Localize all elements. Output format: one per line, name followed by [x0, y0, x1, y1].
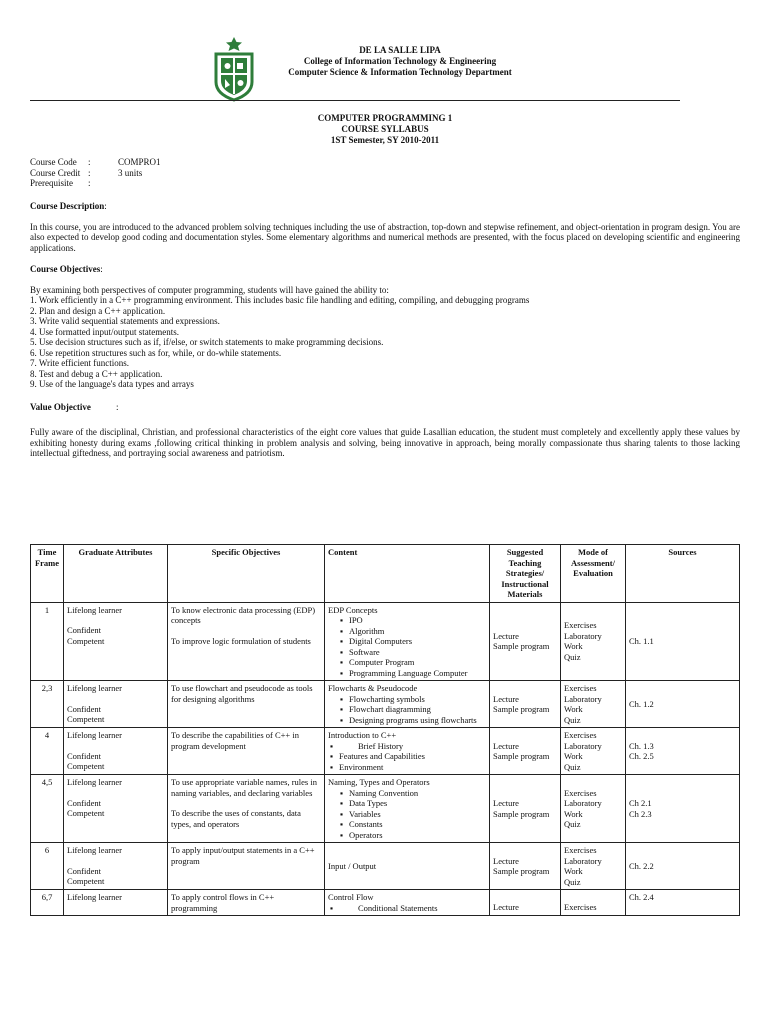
course-info-row: Course Credit : 3 units — [30, 167, 143, 178]
strategies-cell: Lecture Sample program — [490, 681, 561, 728]
strategies-cell: Lecture Sample program — [490, 728, 561, 775]
syllabus-label: COURSE SYLLABUS — [341, 124, 429, 134]
list-item: ▪ Environment — [330, 762, 486, 773]
strategies-cell: Lecture Sample program — [490, 775, 561, 843]
sources-cell: Ch. 2.4 — [626, 890, 740, 916]
strategies-cell: Lecture Sample program — [490, 843, 561, 890]
table-header-row — [31, 545, 740, 603]
attributes-cell: Lifelong learner Confident Competent — [64, 602, 168, 681]
assessment-cell: Exercises — [561, 890, 626, 916]
list-item: ▪ Flowchart diagramming — [340, 704, 486, 715]
objectives-list — [30, 295, 740, 390]
list-item: ▪ Operators — [340, 830, 486, 841]
course-info-row: Course Code : COMPRO1 — [30, 157, 161, 167]
list-item: ▪ Conditional Statements — [330, 903, 486, 914]
value-objective-colon: : — [116, 402, 119, 412]
list-item: ▪ Data Types — [340, 798, 486, 809]
objectives-cell: To use flowchart and pseudocode as tools for designing algorithms — [168, 681, 325, 728]
table-row — [31, 775, 740, 843]
time-frame-cell: 2,3 — [31, 681, 64, 728]
sources-cell: Ch. 1.2 — [626, 681, 740, 728]
list-item: ▪ Computer Program — [340, 657, 486, 668]
value-objective-text: Fully aware of the disciplinal, Christian, and professional characteristics of the eight core values that guide Lasallian education, the student must completely and excellently apply these values by exhibiting honesty during exams ,following critical thinking in problem analysis and solving, being innovative in approach, being morally compassionate thus sharing talents to those lacking intellectual giftedness, and portraying social awareness and patriotism. — [30, 427, 740, 458]
table-row — [31, 602, 740, 681]
objective-item: 5. Use decision structures such as if, if/else, or switch statements to make programming decisions. — [30, 337, 384, 347]
department-name: Computer Science & Information Technology Department — [288, 67, 512, 77]
value-objective-heading: Value Objective — [30, 402, 91, 412]
content-cell: Flowcharts & Pseudocode ▪ Flowcharting symbols ▪ Flowchart diagramming ▪ Designing programs using flowcharts — [325, 681, 490, 728]
column-header: Mode of Assessment/ Evaluation — [561, 545, 626, 603]
content-list — [328, 741, 486, 752]
sources-cell: Ch 2.1 Ch 2.3 — [626, 775, 740, 843]
column-header: Content — [325, 545, 490, 603]
objective-item: 1. Work efficiently in a C++ programming environment. This includes basic file handling and editing, compiling, and debugging programs — [30, 295, 530, 305]
column-header: Time Frame — [31, 545, 64, 603]
list-item: ▪ Software — [340, 647, 486, 658]
column-header: Suggested Teaching Strategies/ Instructional Materials — [490, 545, 561, 603]
column-header: Sources — [626, 545, 740, 603]
description-text: In this course, you are introduced to the advanced problem solving techniques including the use of abstraction, top-down and stepwise refinement, and object-orientation in program design. You are also expected to develop good coding and documentation styles. Some elementary algorithms and numerical methods are presented, with the focus placed on developing scientific and engineering applications. — [30, 221, 740, 253]
school-seal-icon — [212, 36, 256, 102]
objective-item: 8. Test and debug a C++ application. — [30, 368, 163, 379]
table-row — [31, 843, 740, 890]
content-cell: Control Flow ▪ Conditional Statements — [325, 890, 490, 916]
list-item: ▪ Variables — [340, 809, 486, 820]
time-frame-cell: 4,5 — [31, 775, 64, 843]
syllabus-table — [30, 544, 740, 916]
time-frame-cell: 1 — [31, 602, 64, 681]
course-info-value: 3 units — [118, 167, 143, 178]
list-item: ▪ Flowcharting symbols — [340, 694, 486, 705]
assessment-cell: Exercises Laboratory Work Quiz — [561, 681, 626, 728]
sources-cell: Ch. 2.2 — [626, 843, 740, 890]
table-row — [31, 890, 740, 916]
course-objectives: Course Objectives: By examining both perspectives of computer programming, students will have gained the ability to: 1. Work efficiently in a C++ programming environment. This includes basic file handling and editing, compiling, and debugging programs 2. Plan and design a C++ application. 3. Write valid sequential statements and expressions. 4. Use formatted input/output statements. 5. Use decision structures such as if, if/else, or switch statements to make programming decisions. 6. Use repetition structures such as for, while, or do-while statements. 7. Write efficient functions. 8. Test and debug a C++ application. 9. Use of the language's data types and arrays — [30, 264, 740, 390]
objective-item: 6. Use repetition structures such as for, while, or do-while statements. — [30, 347, 282, 358]
list-item: ▪ Brief History — [330, 741, 486, 752]
course-title-block — [230, 113, 540, 146]
column-header: Specific Objectives — [168, 545, 325, 603]
time-frame-cell: 6 — [31, 843, 64, 890]
list-item: ▪ Constants — [340, 819, 486, 830]
sources-cell: Ch. 1.3 Ch. 2.5 — [626, 728, 740, 775]
list-item: ▪ Digital Computers — [340, 636, 486, 647]
content-list — [328, 615, 486, 678]
section-heading: Course Objectives — [30, 264, 101, 274]
content-cell: Input / Output — [325, 843, 490, 890]
table-row — [31, 728, 740, 775]
header-divider — [30, 100, 680, 101]
attributes-cell: Lifelong learner Confident Competent — [64, 728, 168, 775]
document-header — [255, 45, 545, 78]
course-info-label: Course Credit — [30, 167, 81, 178]
attributes-cell: Lifelong learner Confident Competent — [64, 843, 168, 890]
course-title: COMPUTER PROGRAMMING 1 — [317, 113, 453, 123]
objectives-cell: To describe the capabilities of C++ in program development — [168, 728, 325, 775]
school-name: DE LA SALLE LIPA — [359, 45, 441, 55]
table-row — [31, 681, 740, 728]
objectives-cell: To apply control flows in C++ programming — [168, 890, 325, 916]
content-list — [328, 788, 486, 841]
assessment-cell: Exercises Laboratory Work Quiz — [561, 602, 626, 681]
objectives-cell: To know electronic data processing (EDP) concepts To improve logic formulation of students — [168, 602, 325, 681]
content-list — [328, 694, 486, 726]
course-info-label: Course Code — [30, 157, 77, 167]
college-name: College of Information Technology & Engineering — [303, 56, 497, 66]
semester-label: 1ST Semester, SY 2010-2011 — [330, 135, 440, 145]
assessment-cell: Exercises Laboratory Work Quiz — [561, 775, 626, 843]
list-item: ▪ Naming Convention — [340, 788, 486, 799]
sources-cell: Ch. 1.1 — [626, 602, 740, 681]
course-info-row: Prerequisite : — [30, 178, 91, 188]
objectives-cell: To use appropriate variable names, rules in naming variables, and declaring variables To describe the uses of constants, data types, and operators — [168, 775, 325, 843]
course-info — [30, 157, 161, 189]
attributes-cell: Lifelong learner Confident Competent — [64, 775, 168, 843]
assessment-cell: Exercises Laboratory Work Quiz — [561, 728, 626, 775]
attributes-cell: Lifelong learner — [64, 890, 168, 916]
course-info-label: Prerequisite — [30, 178, 73, 188]
content-cell: EDP Concepts ▪ IPO ▪ Algorithm ▪ Digital Computers ▪ Software ▪ Computer Program ▪ Programming Language Computer — [325, 602, 490, 681]
list-item: ▪ Designing programs using flowcharts — [340, 715, 486, 726]
course-description: Course Description: In this course, you are introduced to the advanced problem solving techniques including the use of abstraction, top-down and stepwise refinement, and object-orientation in program design. You are also expected to develop good coding and documentation styles. Some elementary algorithms and numerical methods are presented, with the focus placed on developing scientific and engineering applications. — [30, 201, 740, 253]
objective-item: 7. Write efficient functions. — [30, 358, 130, 368]
content-list — [328, 751, 486, 772]
list-item: ▪ Programming Language Computer — [340, 668, 486, 679]
course-info-value: COMPRO1 — [118, 157, 161, 167]
strategies-cell: Lecture — [490, 890, 561, 916]
objective-item: 3. Write valid sequential statements and expressions. — [30, 316, 220, 326]
column-header: Graduate Attributes — [64, 545, 168, 603]
assessment-cell: Exercises Laboratory Work Quiz — [561, 843, 626, 890]
list-item: ▪ Algorithm — [340, 626, 486, 637]
content-cell: Naming, Types and Operators ▪ Naming Convention ▪ Data Types ▪ Variables ▪ Constants ▪ Operators — [325, 775, 490, 843]
list-item: ▪ IPO — [340, 615, 486, 626]
attributes-cell: Lifelong learner Confident Competent — [64, 681, 168, 728]
objective-item: 4. Use formatted input/output statements. — [30, 326, 179, 337]
objectives-cell: To apply input/output statements in a C++ program — [168, 843, 325, 890]
time-frame-cell: 4 — [31, 728, 64, 775]
content-cell: Introduction to C++ ▪ Brief History ▪ Features and Capabilities ▪ Environment — [325, 728, 490, 775]
objectives-intro: By examining both perspectives of computer programming, students will have gained the ability to: — [30, 284, 389, 295]
content-list — [328, 903, 486, 914]
list-item: ▪ Features and Capabilities — [330, 751, 486, 762]
strategies-cell: Lecture Sample program — [490, 602, 561, 681]
objective-item: 9. Use of the language's data types and arrays — [30, 379, 194, 389]
objective-item: 2. Plan and design a C++ application. — [30, 305, 166, 316]
time-frame-cell: 6,7 — [31, 890, 64, 916]
section-heading: Course Description — [30, 201, 105, 211]
